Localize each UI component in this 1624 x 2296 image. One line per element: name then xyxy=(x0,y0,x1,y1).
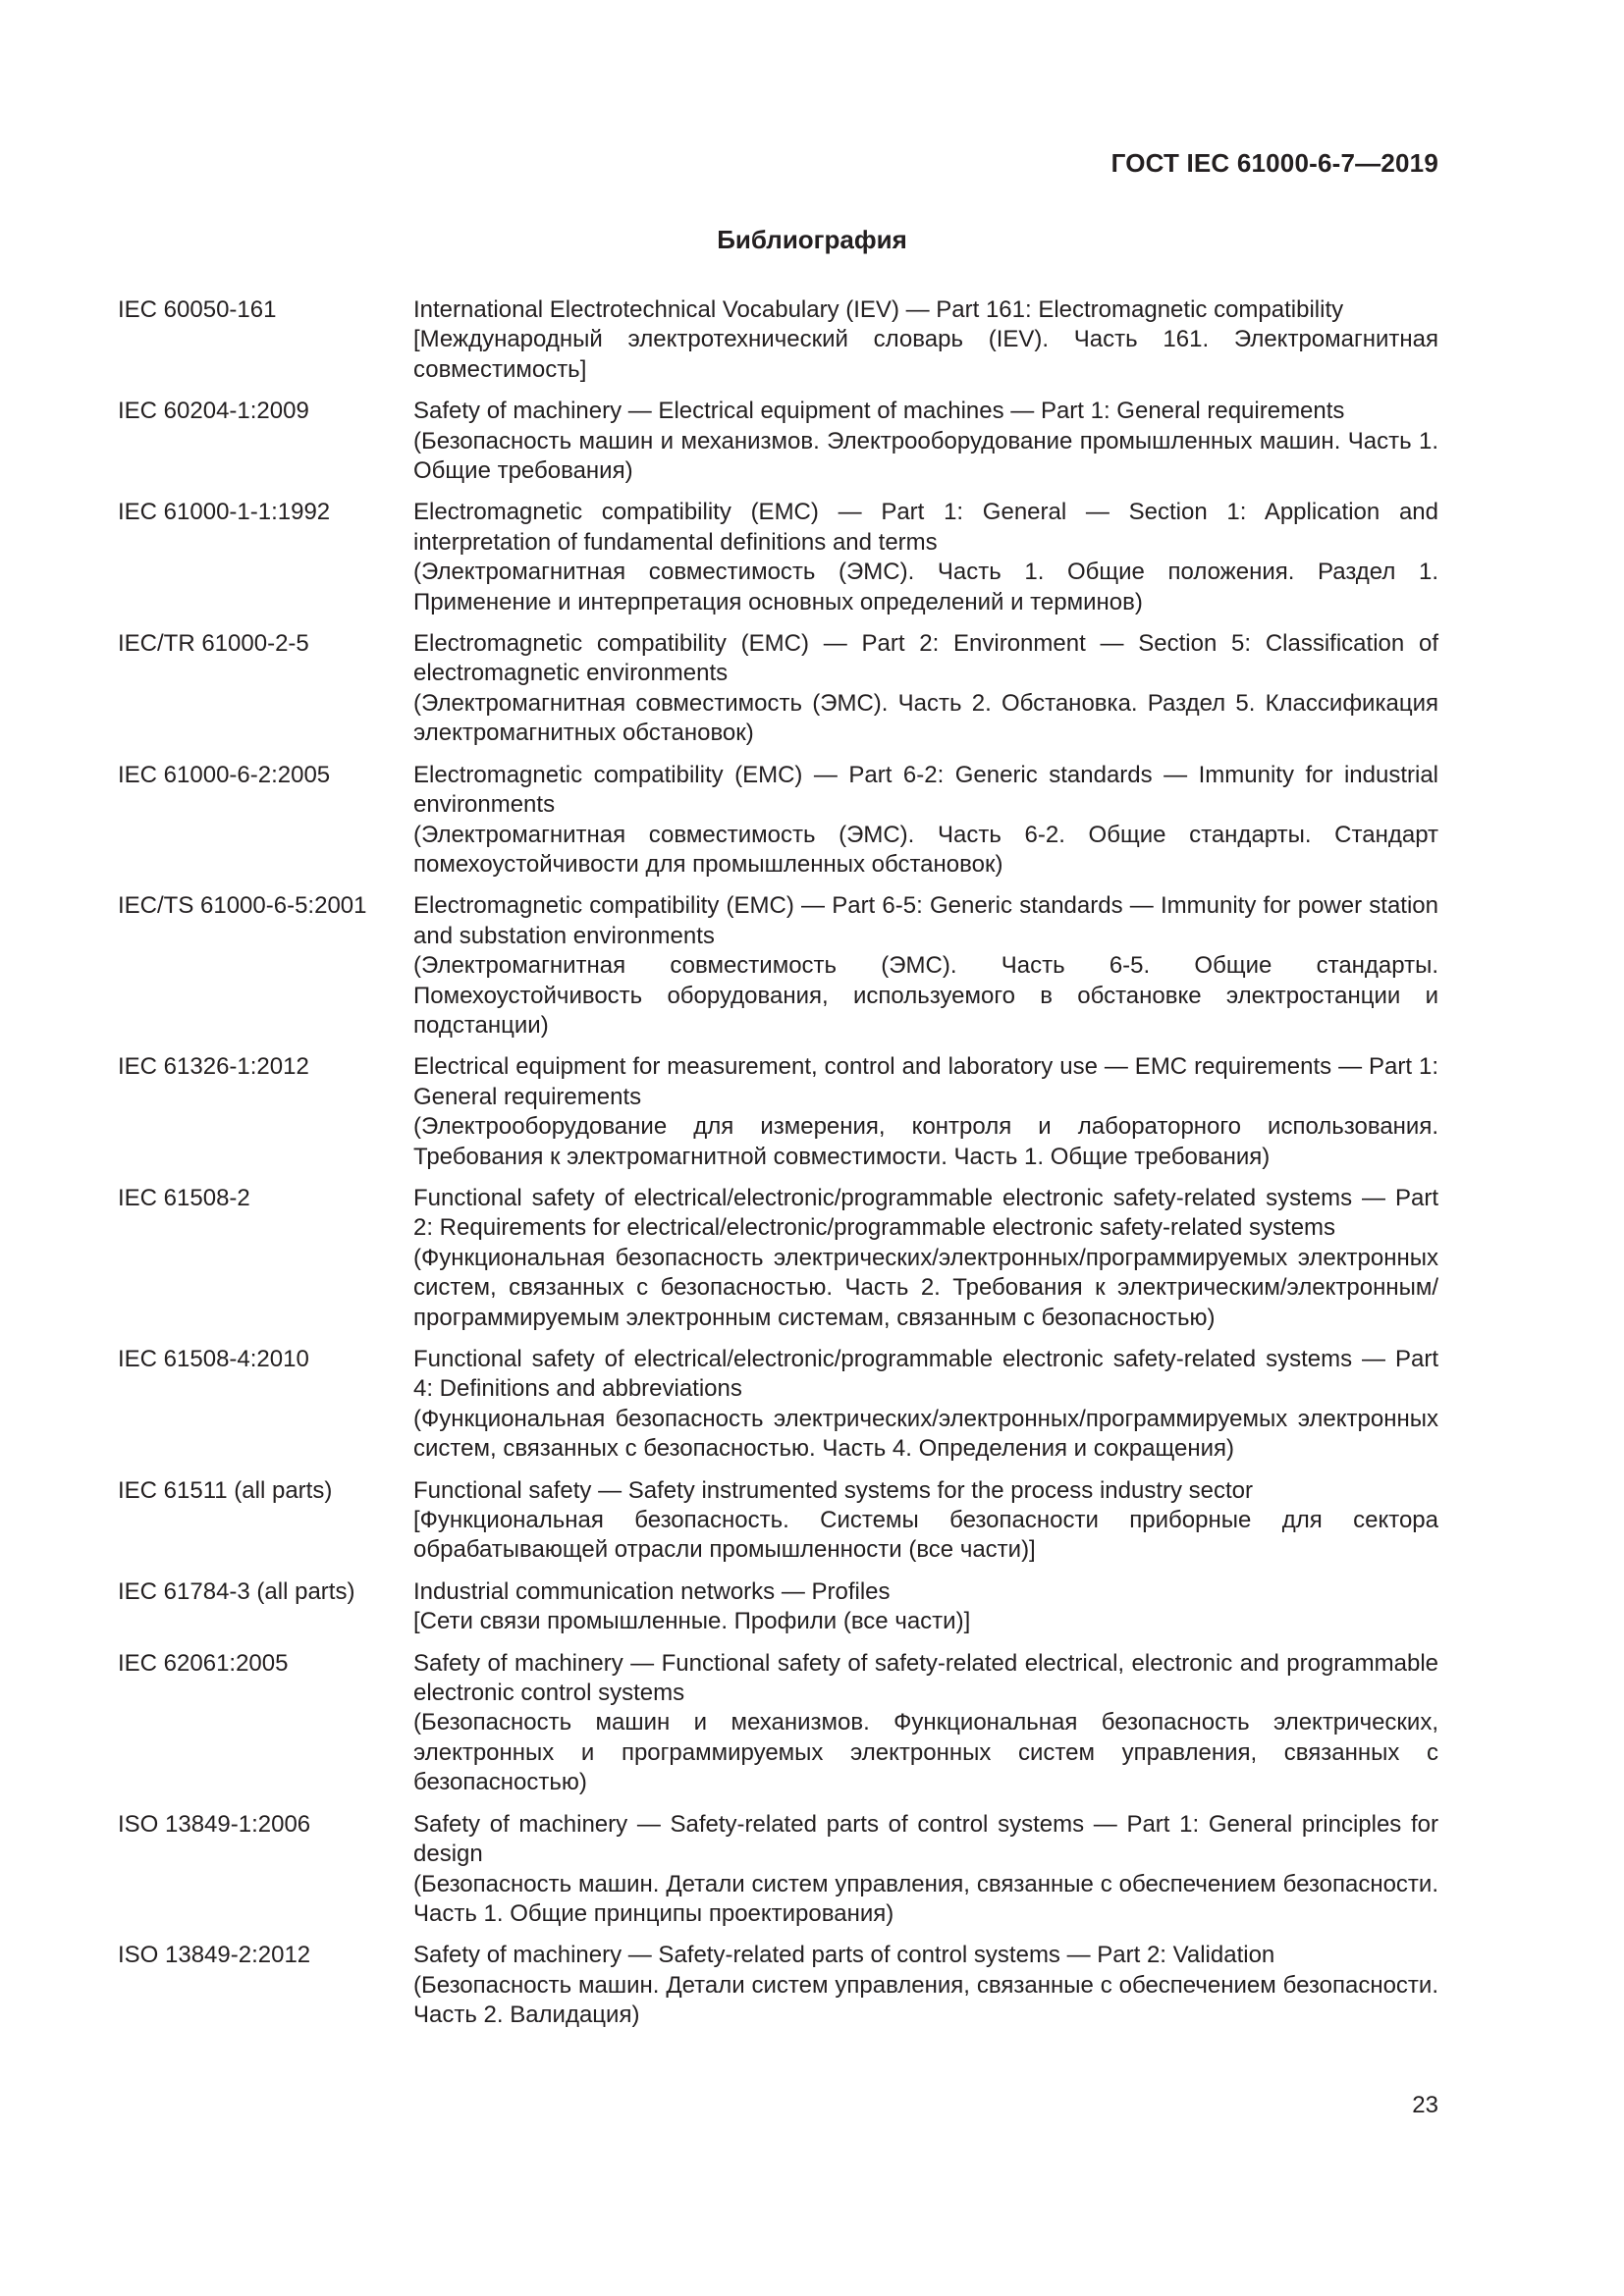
reference-code: ISO 13849-2:2012 xyxy=(118,1942,311,1969)
reference-description xyxy=(413,295,1438,385)
reference-code: IEC 61000-1-1:1992 xyxy=(118,499,331,526)
bibliography-entry xyxy=(118,1052,1438,1172)
reference-code: ISO 13849-1:2006 xyxy=(118,1810,311,1838)
reference-description xyxy=(413,1476,1438,1566)
reference-code: IEC/TR 61000-2-5 xyxy=(118,630,309,658)
reference-title-ru: (Безопасность машин и механизмов. Функциональная безопасность электрических, электронных и программируемых электронных систем управления, связанных с безопасностью) xyxy=(413,1709,1438,1796)
reference-title-ru: (Электромагнитная совместимость (ЭМС). Часть 6-5. Общие стандарты. Помехоустойчивость оборудования, используемого в обстановке электростанции и подстанции) xyxy=(413,952,1438,1039)
page-number: 23 xyxy=(1412,2092,1438,2118)
reference-title-en: Electrical equipment for measurement, control and laboratory use — EMC requirements — Part 1: General requirements xyxy=(413,1053,1438,1110)
reference-code: IEC 60050-161 xyxy=(118,296,277,323)
reference-title-ru: (Функциональная безопасность электрических/электронных/программируемых электронных систем, связанных с безопасностью. Часть 4. Определения и сокращения) xyxy=(413,1405,1438,1463)
reference-description xyxy=(413,498,1438,617)
reference-title-en: Safety of machinery — Electrical equipment of machines — Part 1: General requirements xyxy=(413,398,1345,425)
reference-title-ru: [Сети связи промышленные. Профили (все части)] xyxy=(413,1608,971,1635)
reference-description xyxy=(413,1941,1438,2030)
reference-title-en: Electromagnetic compatibility (EMC) — Part 1: General — Section 1: Application and interpretation of fundamental definitions and terms xyxy=(413,499,1438,556)
bibliography-entry xyxy=(118,1577,1438,1637)
reference-title-en: Safety of machinery — Safety-related parts of control systems — Part 1: General principles for design xyxy=(413,1810,1438,1868)
reference-title-en: International Electrotechnical Vocabulary (IEV) — Part 161: Electromagnetic compatibility xyxy=(413,296,1344,323)
reference-code: IEC 61000-6-2:2005 xyxy=(118,761,331,788)
reference-description xyxy=(413,761,1438,881)
bibliography-entry xyxy=(118,1941,1438,2030)
reference-description xyxy=(413,629,1438,749)
reference-description xyxy=(413,397,1438,486)
reference-code: IEC 61508-2 xyxy=(118,1184,250,1211)
reference-description xyxy=(413,1052,1438,1172)
bibliography-entry xyxy=(118,761,1438,881)
reference-title-ru: (Безопасность машин. Детали систем управления, связанные с обеспечением безопасности. Часть 2. Валидация) xyxy=(413,1971,1438,2029)
bibliography-entry xyxy=(118,1649,1438,1798)
reference-title-ru: (Электромагнитная совместимость (ЭМС). Часть 6-2. Общие стандарты. Стандарт помехоустойчивости для промышленных обстановок) xyxy=(413,821,1438,878)
document-code-header: ГОСТ IEC 61000-6-7—2019 xyxy=(1110,148,1438,178)
reference-title-ru: (Электрооборудование для измерения, контроля и лабораторного использования. Требования к электромагнитной совместимости. Часть 1. Общие требования) xyxy=(413,1113,1438,1170)
bibliography-entry xyxy=(118,1810,1438,1930)
bibliography-entry xyxy=(118,498,1438,617)
reference-title-ru: (Безопасность машин. Детали систем управления, связанные с обеспечением безопасности. Часть 1. Общие принципы проектирования) xyxy=(413,1870,1438,1927)
reference-description xyxy=(413,891,1438,1041)
reference-description xyxy=(413,1810,1438,1930)
reference-title-ru: (Электромагнитная совместимость (ЭМС). Часть 2. Обстановка. Раздел 5. Классификация электромагнитных обстановок) xyxy=(413,689,1438,747)
bibliography-entry xyxy=(118,397,1438,486)
bibliography-entry xyxy=(118,1184,1438,1333)
reference-description xyxy=(413,1577,1438,1637)
bibliography-list xyxy=(118,295,1438,2043)
bibliography-entry xyxy=(118,891,1438,1041)
reference-title-en: Functional safety of electrical/electronic/programmable electronic safety-related systems — Part 2: Requirements for electrical/electronic/programmable electronic safety-related systems xyxy=(413,1184,1438,1242)
reference-title-en: Functional safety of electrical/electronic/programmable electronic safety-related systems — Part 4: Definitions and abbreviations xyxy=(413,1346,1438,1403)
reference-code: IEC/TS 61000-6-5:2001 xyxy=(118,892,367,920)
reference-title-en: Industrial communication networks — Profiles xyxy=(413,1577,891,1605)
reference-title-en: Electromagnetic compatibility (EMC) — Part 6-5: Generic standards — Immunity for power station and substation environments xyxy=(413,892,1438,949)
reference-description xyxy=(413,1345,1438,1465)
reference-code: IEC 61511 (all parts) xyxy=(118,1476,333,1504)
reference-title-ru: (Безопасность машин и механизмов. Электрооборудование промышленных машин. Часть 1. Общие требования) xyxy=(413,427,1438,485)
reference-title-en: Safety of machinery — Safety-related parts of control systems — Part 2: Validation xyxy=(413,1942,1275,1969)
reference-title-ru: (Функциональная безопасность электрических/электронных/программируемых электронных систем, связанных с безопасностью. Часть 2. Требования к электрическим/электронным/программируемым электронным системам, связанным с безопасностью) xyxy=(413,1244,1438,1331)
page-title: Библиография xyxy=(717,225,907,254)
bibliography-entry xyxy=(118,295,1438,385)
reference-title-en: Functional safety — Safety instrumented systems for the process industry sector xyxy=(413,1476,1254,1504)
bibliography-entry xyxy=(118,1476,1438,1566)
reference-code: IEC 61326-1:2012 xyxy=(118,1053,309,1081)
reference-title-ru: [Функциональная безопасность. Системы безопасности приборные для сектора обрабатывающей отрасли промышленности (все части)] xyxy=(413,1507,1438,1564)
reference-title-en: Electromagnetic compatibility (EMC) — Part 6-2: Generic standards — Immunity for industrial environments xyxy=(413,761,1438,819)
reference-code: IEC 61508-4:2010 xyxy=(118,1346,309,1372)
reference-title-ru: (Электромагнитная совместимость (ЭМС). Часть 1. Общие положения. Раздел 1. Применение и интерпретация основных определений и терминов) xyxy=(413,559,1438,615)
reference-title-ru: [Международный электротехнический словарь (IEV). Часть 161. Электромагнитная совместимость] xyxy=(413,326,1438,383)
reference-title-en: Safety of machinery — Functional safety of safety-related electrical, electronic and programmable electronic control systems xyxy=(413,1649,1438,1707)
reference-code: IEC 60204-1:2009 xyxy=(118,398,309,425)
reference-title-en: Electromagnetic compatibility (EMC) — Part 2: Environment — Section 5: Classification of electromagnetic environments xyxy=(413,630,1438,687)
bibliography-entry xyxy=(118,629,1438,749)
reference-description xyxy=(413,1184,1438,1333)
bibliography-entry xyxy=(118,1345,1438,1465)
reference-description xyxy=(413,1649,1438,1798)
reference-code: IEC 62061:2005 xyxy=(118,1649,289,1677)
reference-code: IEC 61784-3 (all parts) xyxy=(118,1577,355,1605)
